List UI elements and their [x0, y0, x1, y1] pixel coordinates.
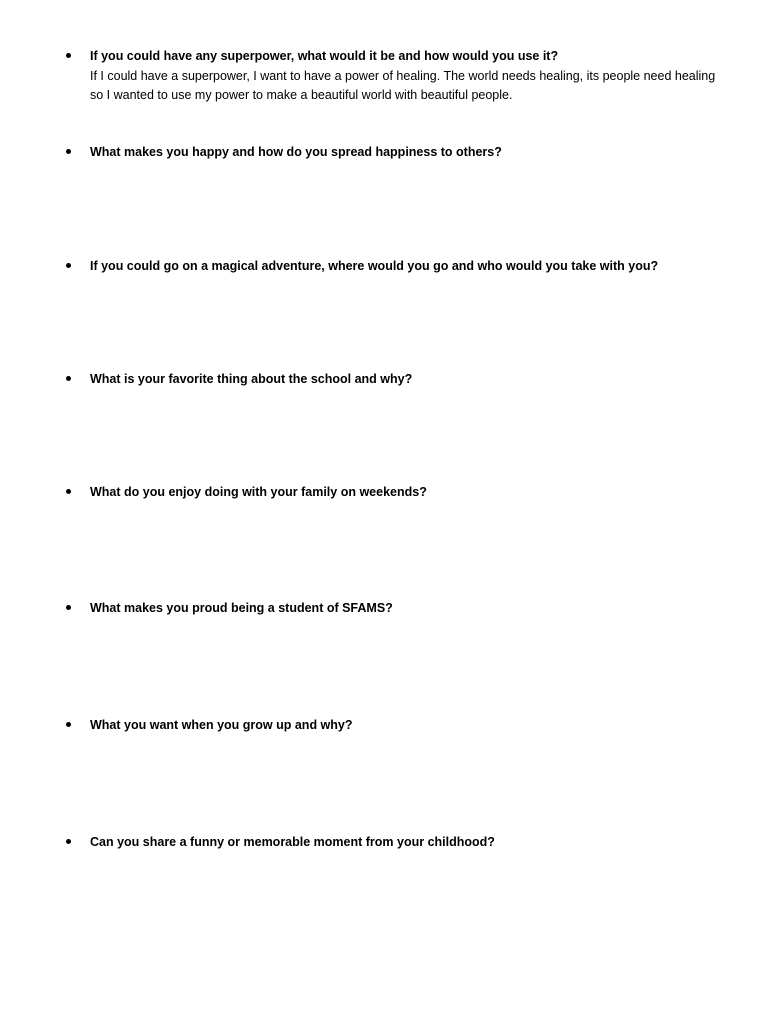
question-text: What makes you happy and how do you spread happiness to others? [90, 145, 502, 159]
bullet-icon [66, 376, 71, 381]
question-text: If you could go on a magical adventure, where would you go and who would you take with you? [90, 259, 659, 273]
bullet-icon [66, 489, 71, 494]
bullet-icon [66, 149, 71, 154]
question-text: What makes you proud being a student of SFAMS? [90, 601, 393, 615]
question-text: What do you enjoy doing with your family on weekends? [90, 485, 427, 499]
question-text: What you want when you grow up and why? [90, 718, 353, 732]
answer-text: If I could have a superpower, I want to have a power of healing. The world needs healing, its people need healing so I wanted to use my power to make a beautiful world with beautiful people. [90, 69, 716, 102]
bullet-icon [66, 839, 71, 844]
bullet-icon [66, 53, 71, 58]
bullet-icon [66, 722, 71, 727]
question-text: Can you share a funny or memorable moment from your childhood? [90, 835, 495, 849]
bullet-icon [66, 605, 71, 610]
bullet-icon [66, 263, 71, 268]
question-text: If you could have any superpower, what would it be and how would you use it? [90, 49, 559, 63]
question-text: What is your favorite thing about the school and why? [90, 372, 413, 386]
